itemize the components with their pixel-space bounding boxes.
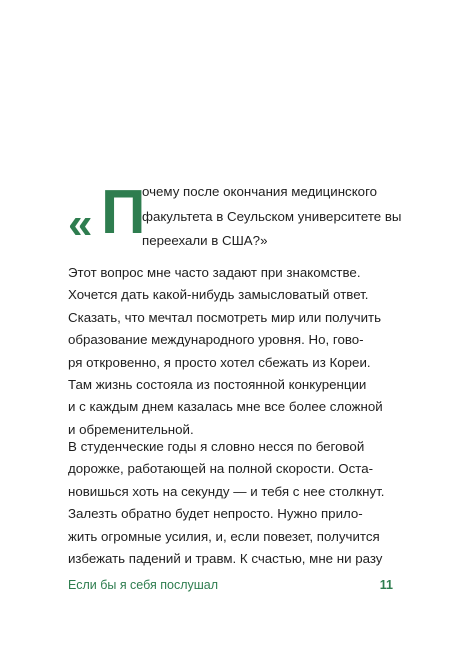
quote-mark: « [68,199,89,248]
text-line: Этот вопрос мне часто задают при знакомстве. [68,265,361,280]
text-line: образование международного уровня. Но, гово- [68,332,364,348]
page-number: 11 [379,578,393,592]
text-line: и обременительной. [68,421,194,437]
quote-line: факультета в Сеульском университете вы [142,208,402,224]
text-line: новишься хоть на секунду — и тебя с нее столкнут. [68,483,385,499]
text-line: дорожке, работающей на полной скорости. Оста- [68,461,374,477]
text-line: ря откровенно, я просто хотел сбежать из Кореи. [68,354,371,370]
text-line: Хочется дать какой-нибудь замысловатый ответ. [68,287,369,303]
page-footer [68,578,393,592]
text-line: избежать падений и травм. К счастью, мне ни разу [68,551,383,567]
text-line: В студенческие годы я словно несся по беговой [68,439,365,454]
quote-line: очему после окончания медицинского [142,184,378,199]
text-line: Там жизнь состояла из постоянной конкуренции [68,377,367,393]
drop-cap: П [101,178,146,247]
paragraph-1 [68,262,398,441]
text-line: жить огромные усилия, и, если повезет, получится [68,528,380,544]
paragraph-2 [68,436,398,570]
quote-text [142,180,460,254]
running-title: Если бы я себя послушал [68,578,219,592]
quote-line: переехали в США?» [142,233,268,248]
text-line: Залезть обратно будет непросто. Нужно прило- [68,506,363,522]
text-line: и с каждым днем казалась мне все более сложной [68,399,383,415]
text-line: Сказать, что мечтал посмотреть мир или получить [68,309,382,325]
